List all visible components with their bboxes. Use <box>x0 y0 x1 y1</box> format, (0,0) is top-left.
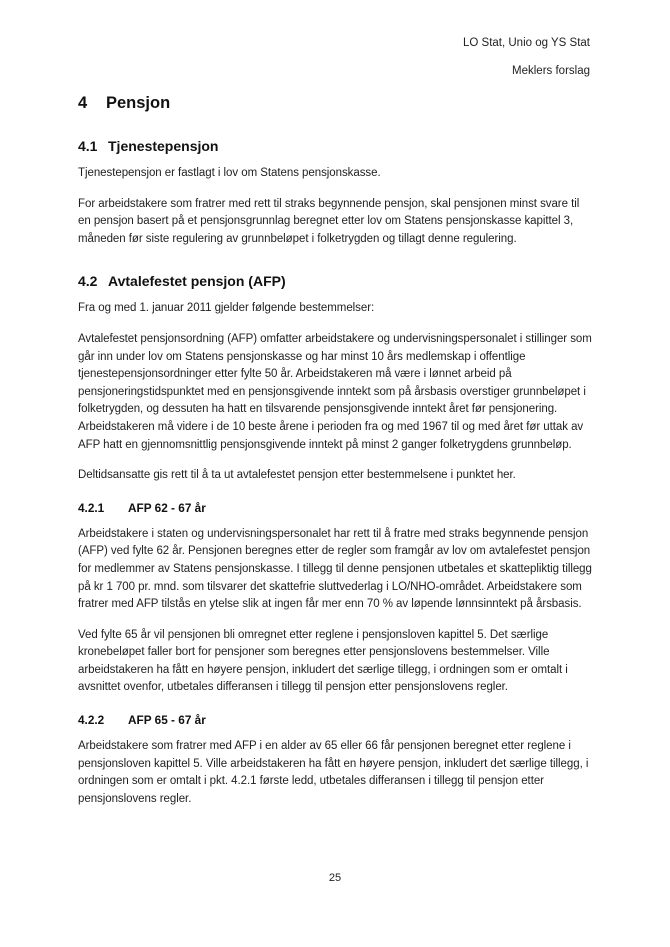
section-heading-4 <box>78 94 592 113</box>
section-title: Tjenestepensjon <box>108 138 219 154</box>
section-number: 4.2.2 <box>78 713 105 728</box>
section-number: 4.2.1 <box>78 500 105 515</box>
section-heading-4-1 <box>78 137 592 155</box>
header-parties: LO Stat, Unio og YS Stat <box>463 37 590 49</box>
section-heading-4-2-2 <box>78 713 592 728</box>
page-number: 25 <box>328 872 342 884</box>
section-number: 4 <box>78 94 88 112</box>
section-heading-4-2 <box>78 272 592 290</box>
section-title: Pensjon <box>106 94 171 112</box>
page-header <box>0 0 670 78</box>
paragraph: For arbeidstakere som fratrer med rett til straks begynnende pensjon, skal pensjonen minst svare til en pensjon basert på et pensjonsgrunnlag beregnet etter lov om Statens pensjonskasse kapittel 3, måneden før siste regulering av grunnbeløpet i folketrygden og tillagt denne regulering. <box>78 197 580 245</box>
section-number: 4.1 <box>78 138 98 154</box>
paragraph: Avtalefestet pensjonsordning (AFP) omfatter arbeidstakere og undervisningspersonalet i stillinger som går inn under lov om Statens pensjonskasse og har minst 10 års medlemskap i offentlige tjenestepensjonsordninger etter fylte 50 år. Arbeidstakeren må være i lønnet arbeid på pensjoneringstidspunktet med en pensjonsgivende inntekt som på årsbasis overstiger grunnbeløpet i folketrygden, og dessuten ha hatt en tilsvarende pensjonsgivende inntekt året før pensjonering. Arbeidstakeren må videre i de 10 beste årene i perioden fra og med 1967 til og med året før uttak av AFP hatt en gjennomsnittlig pensjonsgivende inntekt på minst 2 ganger folketrygdens grunnbeløp. <box>78 332 592 451</box>
header-doc-title: Meklers forslag <box>512 65 590 77</box>
paragraph: Deltidsansatte gis rett til å ta ut avtalefestet pensjon etter bestemmelsene i punktet her. <box>78 469 516 482</box>
section-heading-4-2-1 <box>78 501 592 516</box>
section-title: AFP 65 - 67 år <box>128 713 206 728</box>
paragraph: Arbeidstakere som fratrer med AFP i en alder av 65 eller 66 får pensjonen beregnet etter reglene i pensjonsloven kapittel 5. Ville arbeidstakeren ha fått en høyere pensjon, inkludert det særlige tillegg, i ordningen som er omtalt i pkt. 4.2.1 første ledd, utbetales differansen i tillegg til pensjon etter pensjonslovens regler. <box>78 740 589 805</box>
section-title: Avtalefestet pensjon (AFP) <box>108 273 286 290</box>
document-body <box>0 94 670 808</box>
section-number: 4.2 <box>78 273 98 290</box>
paragraph: Tjenestepensjon er fastlagt i lov om Statens pensjonskasse. <box>78 167 381 179</box>
paragraph: Fra og med 1. januar 2011 gjelder følgende bestemmelser: <box>78 302 375 315</box>
paragraph: Ved fylte 65 år vil pensjonen bli omregnet etter reglene i pensjonsloven kapittel 5. Det særlige kronebeløpet faller bort for pensjoner som beregnes etter pensjonslovens bestemmelser. Ville arbeidstakeren ha fått en høyere pensjon, inkludert det særlige tillegg, i ordningen som er omtalt i avsnittet ovenfor, utbetales differansen i tillegg til pensjon etter pensjonslovens regler. <box>78 628 568 694</box>
section-title: AFP 62 - 67 år <box>128 500 206 515</box>
paragraph: Arbeidstakere i staten og undervisningspersonalet har rett til å fratre med straks begynnende pensjon (AFP) ved fylte 62 år. Pensjonen beregnes etter de regler som framgår av lov om avtalefestet pensjon for medlemmer av Statens pensjonskasse. I tillegg til denne pensjonen utbetales et skattepliktig tillegg på kr 1 700 pr. mnd. som tilsvarer det skattefrie sluttvederlag i LO/NHO-området. Arbeidstakere som fratrer med AFP tilstås en ytelse slik at ingen får mer enn 70 % av løpende lønnsinntekt på årsbasis. <box>78 527 592 611</box>
